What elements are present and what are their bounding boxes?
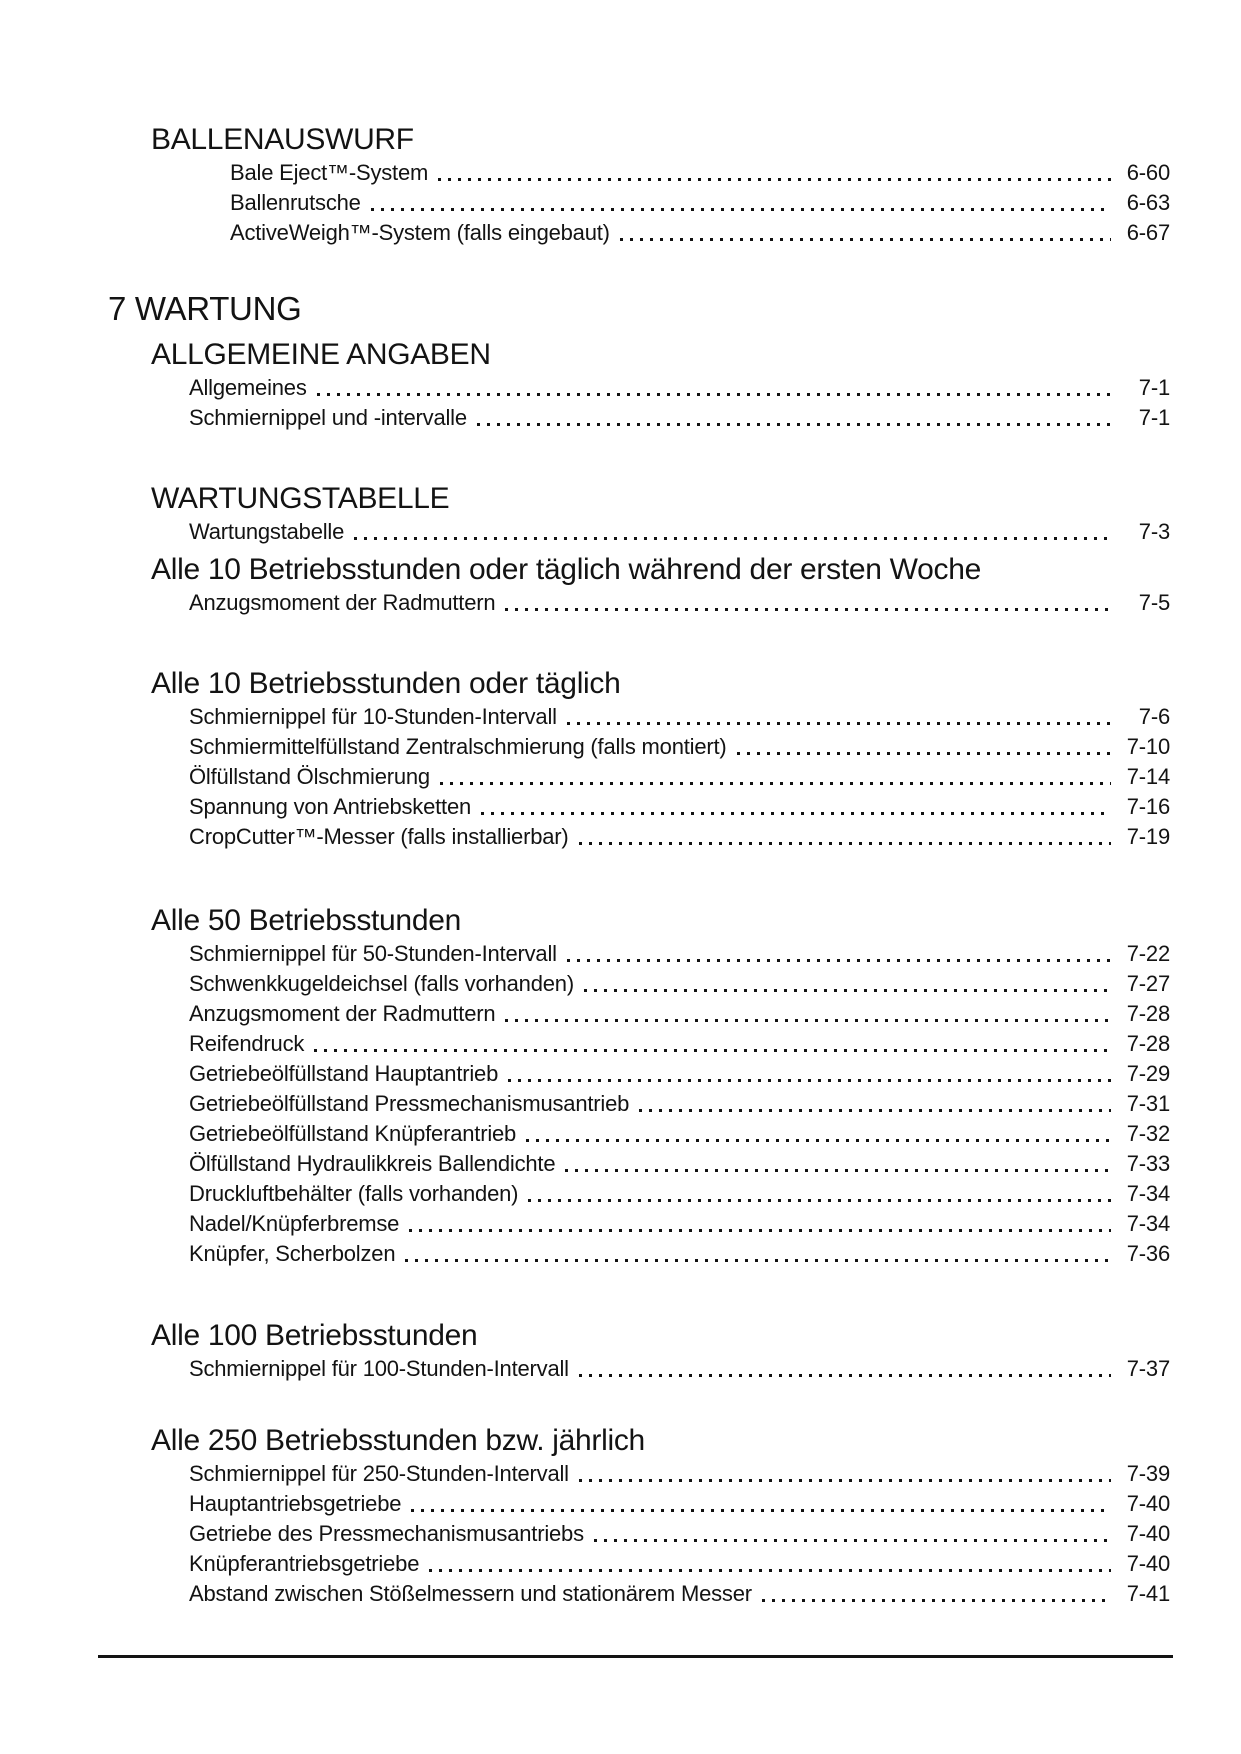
toc-entry-title: Bale Eject™-System — [230, 160, 429, 185]
dot-leader — [314, 1049, 1111, 1052]
dot-leader — [639, 1109, 1111, 1112]
toc-entry — [0, 1459, 1241, 1489]
dot-leader — [317, 393, 1111, 396]
toc-entry-page-number: 7-19 — [1126, 824, 1170, 849]
toc-entry-title: Knüpfer, Scherbolzen — [189, 1241, 396, 1266]
toc-entry-page-number: 7-37 — [1126, 1356, 1170, 1381]
toc-entry — [0, 1179, 1241, 1209]
toc-entry — [0, 1489, 1241, 1519]
toc-entry — [0, 188, 1241, 218]
dot-leader — [411, 1509, 1111, 1512]
toc-entry-title: Getriebeölfüllstand Pressmechanismusantrieb — [189, 1091, 630, 1116]
toc-section-wartungstabelle — [0, 481, 1241, 547]
toc-entry — [0, 1239, 1241, 1269]
toc-entry-page-number: 7-36 — [1126, 1241, 1170, 1266]
dot-leader — [505, 1019, 1111, 1022]
toc-entry-title: Knüpferantriebsgetriebe — [189, 1551, 420, 1576]
toc-entry — [0, 373, 1241, 403]
toc-entry-title: Schmiernippel für 250-Stunden-Intervall — [189, 1461, 569, 1486]
toc-entry-page-number: 7-40 — [1126, 1521, 1170, 1546]
toc-entry-title: Nadel/Knüpferbremse — [189, 1211, 400, 1236]
toc-entry — [0, 702, 1241, 732]
toc-entry-page-number: 7-1 — [1138, 405, 1170, 430]
toc-entry-title: Anzugsmoment der Radmuttern — [189, 1001, 496, 1026]
section-heading: Alle 100 Betriebsstunden — [151, 1319, 478, 1352]
toc-entry-page-number: 7-29 — [1126, 1061, 1170, 1086]
dot-leader — [405, 1259, 1111, 1262]
toc-entry — [0, 762, 1241, 792]
section-heading: BALLENAUSWURF — [151, 123, 414, 156]
toc-entry-title: Allgemeines — [189, 375, 307, 400]
footer-rule — [98, 1655, 1173, 1658]
toc-section-alle-50-betriebsstunden — [0, 903, 1241, 1269]
toc-section-allgemeine-angaben — [0, 337, 1241, 433]
dot-leader — [429, 1569, 1111, 1572]
toc-entry — [0, 822, 1241, 852]
toc-entry-title: Reifendruck — [189, 1031, 305, 1056]
section-heading: Alle 10 Betriebsstunden oder täglich während der ersten Woche — [151, 553, 981, 586]
dot-leader — [354, 537, 1111, 540]
toc-entry-page-number: 7-28 — [1126, 1031, 1170, 1056]
toc-entry-page-number: 7-34 — [1126, 1211, 1170, 1236]
toc-entry-title: Ölfüllstand Ölschmierung — [189, 764, 430, 789]
toc-entry-title: ActiveWeigh™-System (falls eingebaut) — [230, 220, 610, 245]
toc-entry-title: Ölfüllstand Hydraulikkreis Ballendichte — [189, 1151, 556, 1176]
toc-entry-page-number: 7-39 — [1126, 1461, 1170, 1486]
toc-entry-title: Schwenkkugeldeichsel (falls vorhanden) — [189, 971, 574, 996]
toc-entry-title: Anzugsmoment der Radmuttern — [189, 590, 496, 615]
toc-entry — [0, 1059, 1241, 1089]
toc-entry — [0, 1209, 1241, 1239]
toc-entry-page-number: 7-14 — [1126, 764, 1170, 789]
toc-entry — [0, 1549, 1241, 1579]
toc-entry-page-number: 7-27 — [1126, 971, 1170, 996]
toc-entry-title: Schmiernippel für 50-Stunden-Intervall — [189, 941, 557, 966]
toc-entry — [0, 999, 1241, 1029]
dot-leader — [567, 722, 1111, 725]
toc-entry — [0, 158, 1241, 188]
toc-entry-page-number: 7-33 — [1126, 1151, 1170, 1176]
toc-entry-title: Getriebeölfüllstand Hauptantrieb — [189, 1061, 499, 1086]
toc-entry-page-number: 7-34 — [1126, 1181, 1170, 1206]
dot-leader — [762, 1599, 1111, 1602]
dot-leader — [579, 1479, 1111, 1482]
dot-leader — [481, 812, 1111, 815]
toc-entry-page-number: 7-28 — [1126, 1001, 1170, 1026]
toc-entry-page-number: 7-16 — [1126, 794, 1170, 819]
toc-entry — [0, 939, 1241, 969]
toc-entry-page-number: 7-10 — [1126, 734, 1170, 759]
dot-leader — [526, 1139, 1111, 1142]
toc-entry-title: Schmiernippel und -intervalle — [189, 405, 467, 430]
dot-leader — [440, 782, 1111, 785]
toc-section-alle-250-betriebsstunden — [0, 1423, 1241, 1609]
toc-entry-page-number: 7-31 — [1126, 1091, 1170, 1116]
section-heading: Alle 250 Betriebsstunden bzw. jährlich — [151, 1424, 645, 1457]
toc-entry-title: Wartungstabelle — [189, 519, 345, 544]
toc-entry-title: Schmiernippel für 10-Stunden-Intervall — [189, 704, 557, 729]
toc-entry-page-number: 7-5 — [1138, 590, 1170, 615]
dot-leader — [505, 608, 1111, 611]
section-heading: WARTUNGSTABELLE — [151, 482, 450, 515]
dot-leader — [438, 178, 1111, 181]
toc-entry — [0, 1579, 1241, 1609]
toc-entry — [0, 732, 1241, 762]
toc-entry-page-number: 7-32 — [1126, 1121, 1170, 1146]
toc-entry-page-number: 7-1 — [1138, 375, 1170, 400]
toc-entry-title: CropCutter™-Messer (falls installierbar) — [189, 824, 569, 849]
section-heading: Alle 10 Betriebsstunden oder täglich — [151, 667, 621, 700]
toc-entry-title: Schmiernippel für 100-Stunden-Intervall — [189, 1356, 569, 1381]
dot-leader — [371, 208, 1111, 211]
toc-entry — [0, 1029, 1241, 1059]
dot-leader — [620, 238, 1111, 241]
toc-entry-page-number: 6-63 — [1126, 190, 1170, 215]
toc-entry-page-number: 7-40 — [1126, 1491, 1170, 1516]
toc-entry-page-number: 7-22 — [1126, 941, 1170, 966]
dot-leader — [528, 1199, 1111, 1202]
toc-entry — [0, 792, 1241, 822]
chapter-heading: 7 WARTUNG — [108, 290, 302, 327]
toc-entry — [0, 517, 1241, 547]
dot-leader — [409, 1229, 1111, 1232]
toc-entry-title: Abstand zwischen Stößelmessern und stationärem Messer — [189, 1581, 752, 1606]
toc-entry-title: Getriebe des Pressmechanismusantriebs — [189, 1521, 584, 1546]
toc-entry — [0, 218, 1241, 248]
toc-entry-title: Spannung von Antriebsketten — [189, 794, 472, 819]
dot-leader — [584, 989, 1111, 992]
toc-section-alle-100-betriebsstunden — [0, 1318, 1241, 1384]
dot-leader — [567, 959, 1111, 962]
dot-leader — [508, 1079, 1111, 1082]
toc-entry — [0, 1149, 1241, 1179]
dot-leader — [477, 423, 1111, 426]
toc-entry-page-number: 7-6 — [1138, 704, 1170, 729]
toc-section-alle-10-betriebsstunden-erste-woche — [0, 552, 1241, 618]
toc-entry-page-number: 6-67 — [1126, 220, 1170, 245]
dot-leader — [594, 1539, 1111, 1542]
section-heading: ALLGEMEINE ANGABEN — [151, 338, 491, 371]
toc-entry — [0, 1519, 1241, 1549]
toc-entry — [0, 969, 1241, 999]
section-heading: Alle 50 Betriebsstunden — [151, 904, 461, 937]
toc-entry — [0, 1119, 1241, 1149]
toc-section-ballenauswurf — [0, 122, 1241, 248]
dot-leader — [565, 1169, 1111, 1172]
toc-entry — [0, 588, 1241, 618]
toc-entry-page-number: 7-40 — [1126, 1551, 1170, 1576]
toc-entry — [0, 403, 1241, 433]
toc-entry-page-number: 7-3 — [1138, 519, 1170, 544]
toc-entry-title: Druckluftbehälter (falls vorhanden) — [189, 1181, 519, 1206]
toc-entry-page-number: 6-60 — [1126, 160, 1170, 185]
toc-entry — [0, 1089, 1241, 1119]
dot-leader — [579, 1374, 1111, 1377]
toc-entry — [0, 1354, 1241, 1384]
toc-entry-title: Schmiermittelfüllstand Zentralschmierung (falls montiert) — [189, 734, 727, 759]
dot-leader — [579, 842, 1111, 845]
dot-leader — [737, 752, 1111, 755]
toc-section-alle-10-betriebsstunden — [0, 666, 1241, 852]
toc-entry-title: Ballenrutsche — [230, 190, 361, 215]
toc-entry-page-number: 7-41 — [1126, 1581, 1170, 1606]
toc-entry-title: Getriebeölfüllstand Knüpferantrieb — [189, 1121, 517, 1146]
toc-section-wartung — [0, 290, 1241, 328]
toc-entry-title: Hauptantriebsgetriebe — [189, 1491, 402, 1516]
